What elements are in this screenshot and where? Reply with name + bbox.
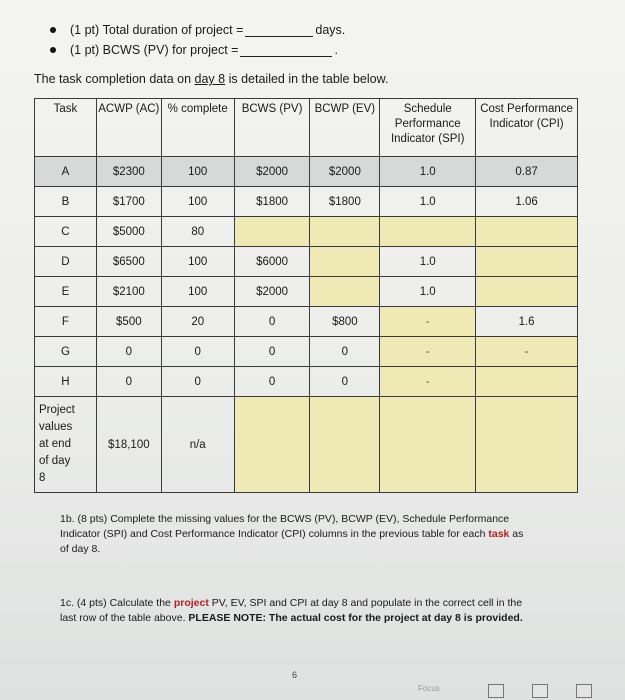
- cell-spi: 1.0: [380, 277, 476, 307]
- label-line: 8: [39, 472, 46, 484]
- read-mode-icon[interactable]: [488, 684, 504, 698]
- web-layout-icon[interactable]: [576, 684, 592, 698]
- table-row: [35, 337, 578, 367]
- cell-acwp: 0: [96, 337, 161, 367]
- q1b-after: as of day 8.: [60, 528, 524, 555]
- cell-bcws: 0: [234, 307, 310, 337]
- cell-pct: 100: [161, 277, 234, 307]
- bullet-suffix: .: [334, 43, 338, 57]
- cell-spi[interactable]: -: [380, 307, 476, 337]
- label-line: of day: [39, 455, 71, 467]
- answer-blank[interactable]: [240, 44, 332, 57]
- cell-pct: 100: [161, 187, 234, 217]
- cell-bcwp: $800: [310, 307, 380, 337]
- cell-cpi: 0.87: [476, 157, 578, 187]
- cell-spi: 1.0: [380, 247, 476, 277]
- table-row: [35, 277, 578, 307]
- q1c-red: project: [173, 597, 209, 609]
- intro-text: [34, 72, 388, 86]
- table-header-row: [35, 99, 578, 157]
- cell-spi[interactable]: [380, 217, 476, 247]
- header-acwp: ACWP (AC): [96, 99, 161, 157]
- cell-acwp: $1700: [96, 187, 161, 217]
- table-row: [35, 157, 578, 187]
- cell-acwp: 0: [96, 367, 161, 397]
- cell-bcwp[interactable]: [310, 247, 380, 277]
- cell-bcwp[interactable]: [310, 277, 380, 307]
- cell-task: A: [35, 157, 97, 187]
- intro-before: The task completion data on: [34, 72, 195, 86]
- project-row: [35, 397, 578, 493]
- bullet-points: (1 pt): [70, 43, 100, 57]
- q1c-middle: PV, EV, SPI and CPI at day 8 and populate in the correct cell in the last row of the table above.: [60, 597, 523, 624]
- cell-bcwp: $1800: [310, 187, 380, 217]
- cell-bcws: $6000: [234, 247, 310, 277]
- project-spi-cell[interactable]: [380, 397, 476, 493]
- project-cpi-cell[interactable]: [476, 397, 578, 493]
- header-bcws: BCWS (PV): [234, 99, 310, 157]
- cell-spi: 1.0: [380, 157, 476, 187]
- question-1b: [60, 512, 530, 557]
- cell-spi: 1.0: [380, 187, 476, 217]
- cell-bcwp: 0: [310, 367, 380, 397]
- task-completion-table: [34, 98, 578, 493]
- cell-bcwp[interactable]: [310, 217, 380, 247]
- intro-day: day 8: [194, 72, 226, 86]
- q1b-text: 1b. (8 pts) Complete the missing values for the BCWS (PV), BCWP (EV), Schedule Performance Indicator (SPI) and Cost Performance Indicator (CPI) columns in the previous table for each: [60, 513, 510, 540]
- label-line: values: [39, 421, 73, 433]
- cell-acwp: $2100: [96, 277, 161, 307]
- cell-cpi[interactable]: [476, 277, 578, 307]
- question-bullets: [50, 20, 345, 60]
- cell-pct: 100: [161, 157, 234, 187]
- cell-acwp: $500: [96, 307, 161, 337]
- cell-task: D: [35, 247, 97, 277]
- label-line: Project: [39, 404, 75, 416]
- bullet-suffix: days.: [315, 23, 346, 37]
- cell-acwp: $6500: [96, 247, 161, 277]
- page-number: 6: [292, 670, 298, 680]
- cell-pct: 100: [161, 247, 234, 277]
- table-row: [35, 247, 578, 277]
- cell-bcws: $2000: [234, 157, 310, 187]
- cell-bcws: 0: [234, 337, 310, 367]
- cell-task: B: [35, 187, 97, 217]
- table-row: [35, 367, 578, 397]
- header-task: Task: [35, 99, 97, 157]
- label-line: at end: [39, 438, 71, 450]
- project-bcwp-cell[interactable]: [310, 397, 380, 493]
- cell-pct: 0: [161, 367, 234, 397]
- cell-bcwp: 0: [310, 337, 380, 367]
- cell-pct: 0: [161, 337, 234, 367]
- header-pct-complete: % complete: [161, 99, 234, 157]
- intro-after: is detailed in the table below.: [225, 72, 389, 86]
- cell-cpi[interactable]: [476, 247, 578, 277]
- cell-spi[interactable]: -: [380, 337, 476, 367]
- header-spi: Schedule Performance Indicator (SPI): [380, 99, 476, 157]
- answer-blank[interactable]: [245, 24, 313, 37]
- q1c-bold: PLEASE NOTE: The actual cost for the project at day 8 is provided.: [188, 612, 523, 624]
- project-pct: n/a: [161, 397, 234, 493]
- bullet-text: BCWS (PV) for project =: [102, 43, 239, 57]
- cell-task: H: [35, 367, 97, 397]
- bullet-points: (1 pt): [70, 23, 100, 37]
- cell-task: F: [35, 307, 97, 337]
- cell-bcws[interactable]: [234, 217, 310, 247]
- header-cpi: Cost Performance Indicator (CPI): [476, 99, 578, 157]
- project-acwp: $18,100: [96, 397, 161, 493]
- cell-task: E: [35, 277, 97, 307]
- bullet-bcws: [50, 40, 345, 60]
- bullet-text: Total duration of project =: [102, 23, 244, 37]
- cell-pct: 20: [161, 307, 234, 337]
- taskbar: [400, 680, 625, 700]
- cell-cpi[interactable]: -: [476, 337, 578, 367]
- q1c-before: 1c. (4 pts) Calculate the: [60, 597, 174, 609]
- header-bcwp: BCWP (EV): [310, 99, 380, 157]
- focus-label[interactable]: Focus: [418, 684, 440, 693]
- bullet-dot-icon: [50, 47, 56, 53]
- table-row: [35, 217, 578, 247]
- q1b-red: task: [488, 528, 510, 540]
- cell-bcwp: $2000: [310, 157, 380, 187]
- cell-task: C: [35, 217, 97, 247]
- cell-cpi[interactable]: [476, 217, 578, 247]
- cell-acwp: $5000: [96, 217, 161, 247]
- bullet-dot-icon: [50, 27, 56, 33]
- cell-pct: 80: [161, 217, 234, 247]
- cell-bcws: 0: [234, 367, 310, 397]
- cell-cpi[interactable]: [476, 367, 578, 397]
- cell-spi[interactable]: -: [380, 367, 476, 397]
- cell-bcws: $2000: [234, 277, 310, 307]
- cell-cpi: 1.06: [476, 187, 578, 217]
- project-row-label: [35, 397, 97, 493]
- cell-task: G: [35, 337, 97, 367]
- print-layout-icon[interactable]: [532, 684, 548, 698]
- bullet-total-duration: [50, 20, 345, 40]
- question-1c: [60, 596, 530, 626]
- project-bcws-cell[interactable]: [234, 397, 310, 493]
- cell-bcws: $1800: [234, 187, 310, 217]
- table-row: [35, 187, 578, 217]
- cell-acwp: $2300: [96, 157, 161, 187]
- cell-cpi: 1.6: [476, 307, 578, 337]
- table-row: [35, 307, 578, 337]
